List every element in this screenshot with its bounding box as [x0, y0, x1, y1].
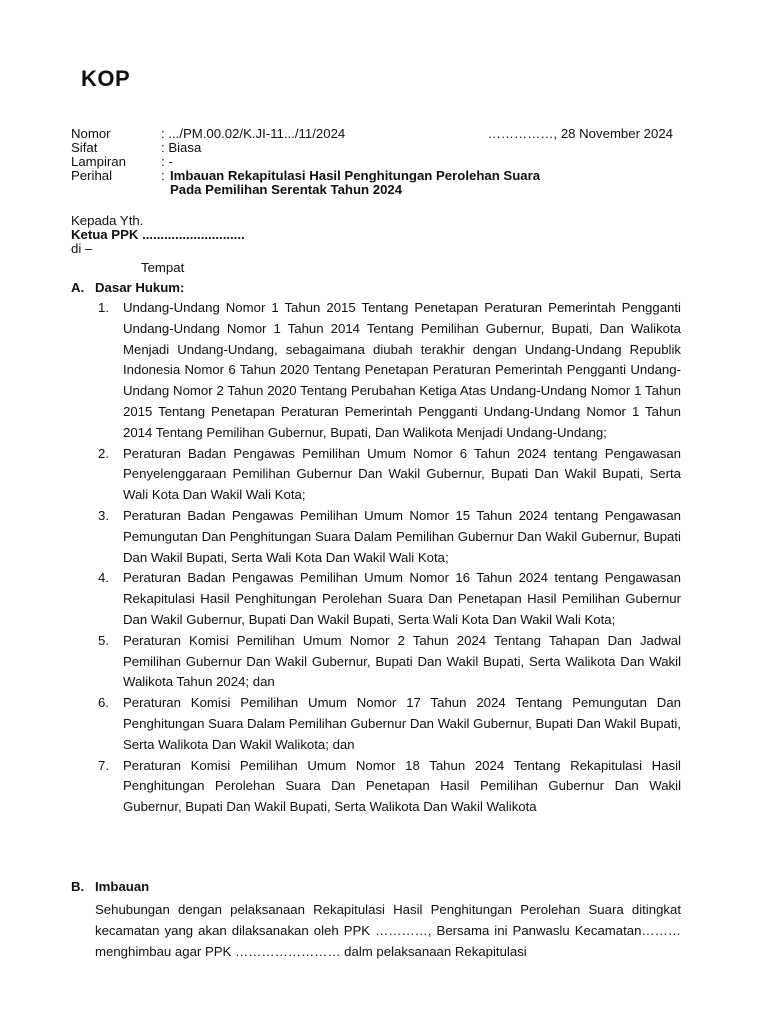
recipient-address — [71, 214, 245, 275]
section-b-title: Imbauan — [95, 879, 150, 894]
list-item — [71, 693, 681, 755]
section-b-heading — [71, 879, 681, 895]
letter-meta — [71, 127, 681, 197]
perihal-line-2: Pada Pemilihan Serentak Tahun 2024 — [170, 182, 403, 197]
sifat-label: Sifat — [71, 140, 98, 155]
sifat-value: : Biasa — [161, 140, 202, 155]
letterhead-kop: KOP — [81, 66, 131, 91]
perihal-line-1: Imbauan Rekapitulasi Hasil Penghitungan Perolehan Suara — [170, 168, 541, 183]
list-item-number: 4. — [98, 570, 109, 586]
section-a-heading — [71, 280, 681, 296]
list-item-text: Undang-Undang Nomor 1 Tahun 2015 Tentang Penetapan Peraturan Pemerintah Pengganti Undang-Undang Nomor 1 Tahun 2014 Tentang Pemilihan Gubernur, Bupati, Dan Walikota Menjadi Undang-Undang, sebagaimana diubah terakhir dengan Undang-Undang Republik Indonesia Nomor 6 Tahun 2020 Tentang Penetapan Peraturan Pemerintah Pengganti Undang-Undang Nomor 2 Tahun 2020 Tentang Perubahan Ketiga Atas Undang-Undang Nomor 1 Tahun 2015 Tentang Penetapan Peraturan Pemerintah Pengganti Undang-Undang Nomor 1 Tahun 2014 Tentang Pemilihan Gubernur, Bupati, Dan Walikota Menjadi Undang-Undang; — [123, 300, 681, 440]
list-item-text: Peraturan Komisi Pemilihan Umum Nomor 18 Tahun 2024 Tentang Rekapitulasi Hasil Penghitungan Perolehan Suara Dan Penetapan Hasil Pemilihan Gubernur Dan Wakil Gubernur, Bupati Dan Wakil Bupati, Serta Walikota Dan Wakil Walikota — [123, 757, 681, 815]
di-label: di – — [71, 241, 93, 256]
kepada-yth: Kepada Yth. — [71, 213, 144, 228]
tempat-label: Tempat — [141, 260, 185, 275]
list-item-text: Peraturan Badan Pengawas Pemilihan Umum Nomor 15 Tahun 2024 tentang Pengawasan Pemungutan Dan Penghitungan Suara Dalam Pemilihan Gubernur Dan Wakil Gubernur, Bupati Dan Wakil Bupati, Serta Wali Kota Dan Wakil Wali Kota; — [123, 507, 681, 565]
list-item — [71, 506, 681, 568]
list-item-number: 7. — [98, 757, 109, 773]
list-item — [71, 444, 681, 506]
section-b-letter: B. — [71, 879, 85, 894]
list-item — [71, 631, 681, 693]
perihal-row — [71, 169, 681, 183]
list-item-number: 6. — [98, 695, 109, 711]
list-item — [71, 756, 681, 818]
section-a-title: Dasar Hukum: — [95, 280, 185, 295]
sifat-row — [71, 141, 681, 155]
list-item — [71, 298, 681, 444]
section-dasar-hukum — [71, 280, 681, 818]
list-item-number: 1. — [98, 300, 109, 315]
letter-date: ……………, 28 November 2024 — [487, 126, 673, 141]
lampiran-value: : - — [161, 154, 173, 169]
nomor-row — [71, 127, 681, 141]
list-item-text: Peraturan Badan Pengawas Pemilihan Umum Nomor 6 Tahun 2024 tentang Pengawasan Penyelenggaraan Pemilihan Gubernur Dan Wakil Gubernur, Bupati Dan Wakil Bupati, Serta Wali Kota Dan Wakil Wali Kota; — [123, 445, 681, 503]
legal-basis-list — [71, 298, 681, 818]
perihal-row-2 — [71, 183, 681, 197]
list-item — [71, 568, 681, 630]
list-item-text: Peraturan Komisi Pemilihan Umum Nomor 17 Tahun 2024 Tentang Pemungutan Dan Penghitungan Suara Dalam Pemilihan Gubernur Dan Wakil Gubernur, Bupati Dan Wakil Bupati, Serta Walikota Dan Wakil Walikota; dan — [123, 695, 681, 752]
list-item-number: 5. — [98, 632, 109, 648]
section-a-letter: A. — [71, 280, 85, 295]
list-item-number: 3. — [98, 507, 109, 523]
section-imbauan — [71, 879, 681, 962]
lampiran-row — [71, 155, 681, 169]
nomor-label: Nomor — [71, 126, 111, 141]
lampiran-label: Lampiran — [71, 154, 126, 169]
nomor-value: : .../PM.00.02/K.JI-11.../11/2024 — [161, 126, 346, 141]
perihal-label: Perihal — [71, 168, 113, 183]
list-item-text: Peraturan Komisi Pemilihan Umum Nomor 2 Tahun 2024 Tentang Tahapan Dan Jadwal Pemilihan Gubernur Dan Wakil Gubernur, Bupati Dan Wakil Bupati, Serta Walikota Dan Wakil Walikota Tahun 2024; dan — [123, 632, 681, 690]
imbauan-paragraph: Sehubungan dengan pelaksanaan Rekapitulasi Hasil Penghitungan Perolehan Suara ditingkat kecamatan yang akan dilaksanakan oleh PPK …………, Bersama ini Panwaslu Kecamatan……… menghimbau agar PPK …………………… dalm pelaksanaan Rekapitulasi — [95, 902, 681, 959]
perihal-colon: : — [161, 168, 165, 183]
list-item-text: Peraturan Badan Pengawas Pemilihan Umum Nomor 16 Tahun 2024 tentang Pengawasan Rekapitulasi Hasil Penghitungan Perolehan Suara Dan Penetapan Hasil Pemilihan Gubernur Dan Wakil Gubernur, Bupati Dan Wakil Bupati, Serta Wali Kota Dan Wakil Wali Kota; — [123, 570, 681, 627]
recipient-name: Ketua PPK ............................ — [71, 227, 245, 242]
list-item-number: 2. — [98, 445, 109, 461]
